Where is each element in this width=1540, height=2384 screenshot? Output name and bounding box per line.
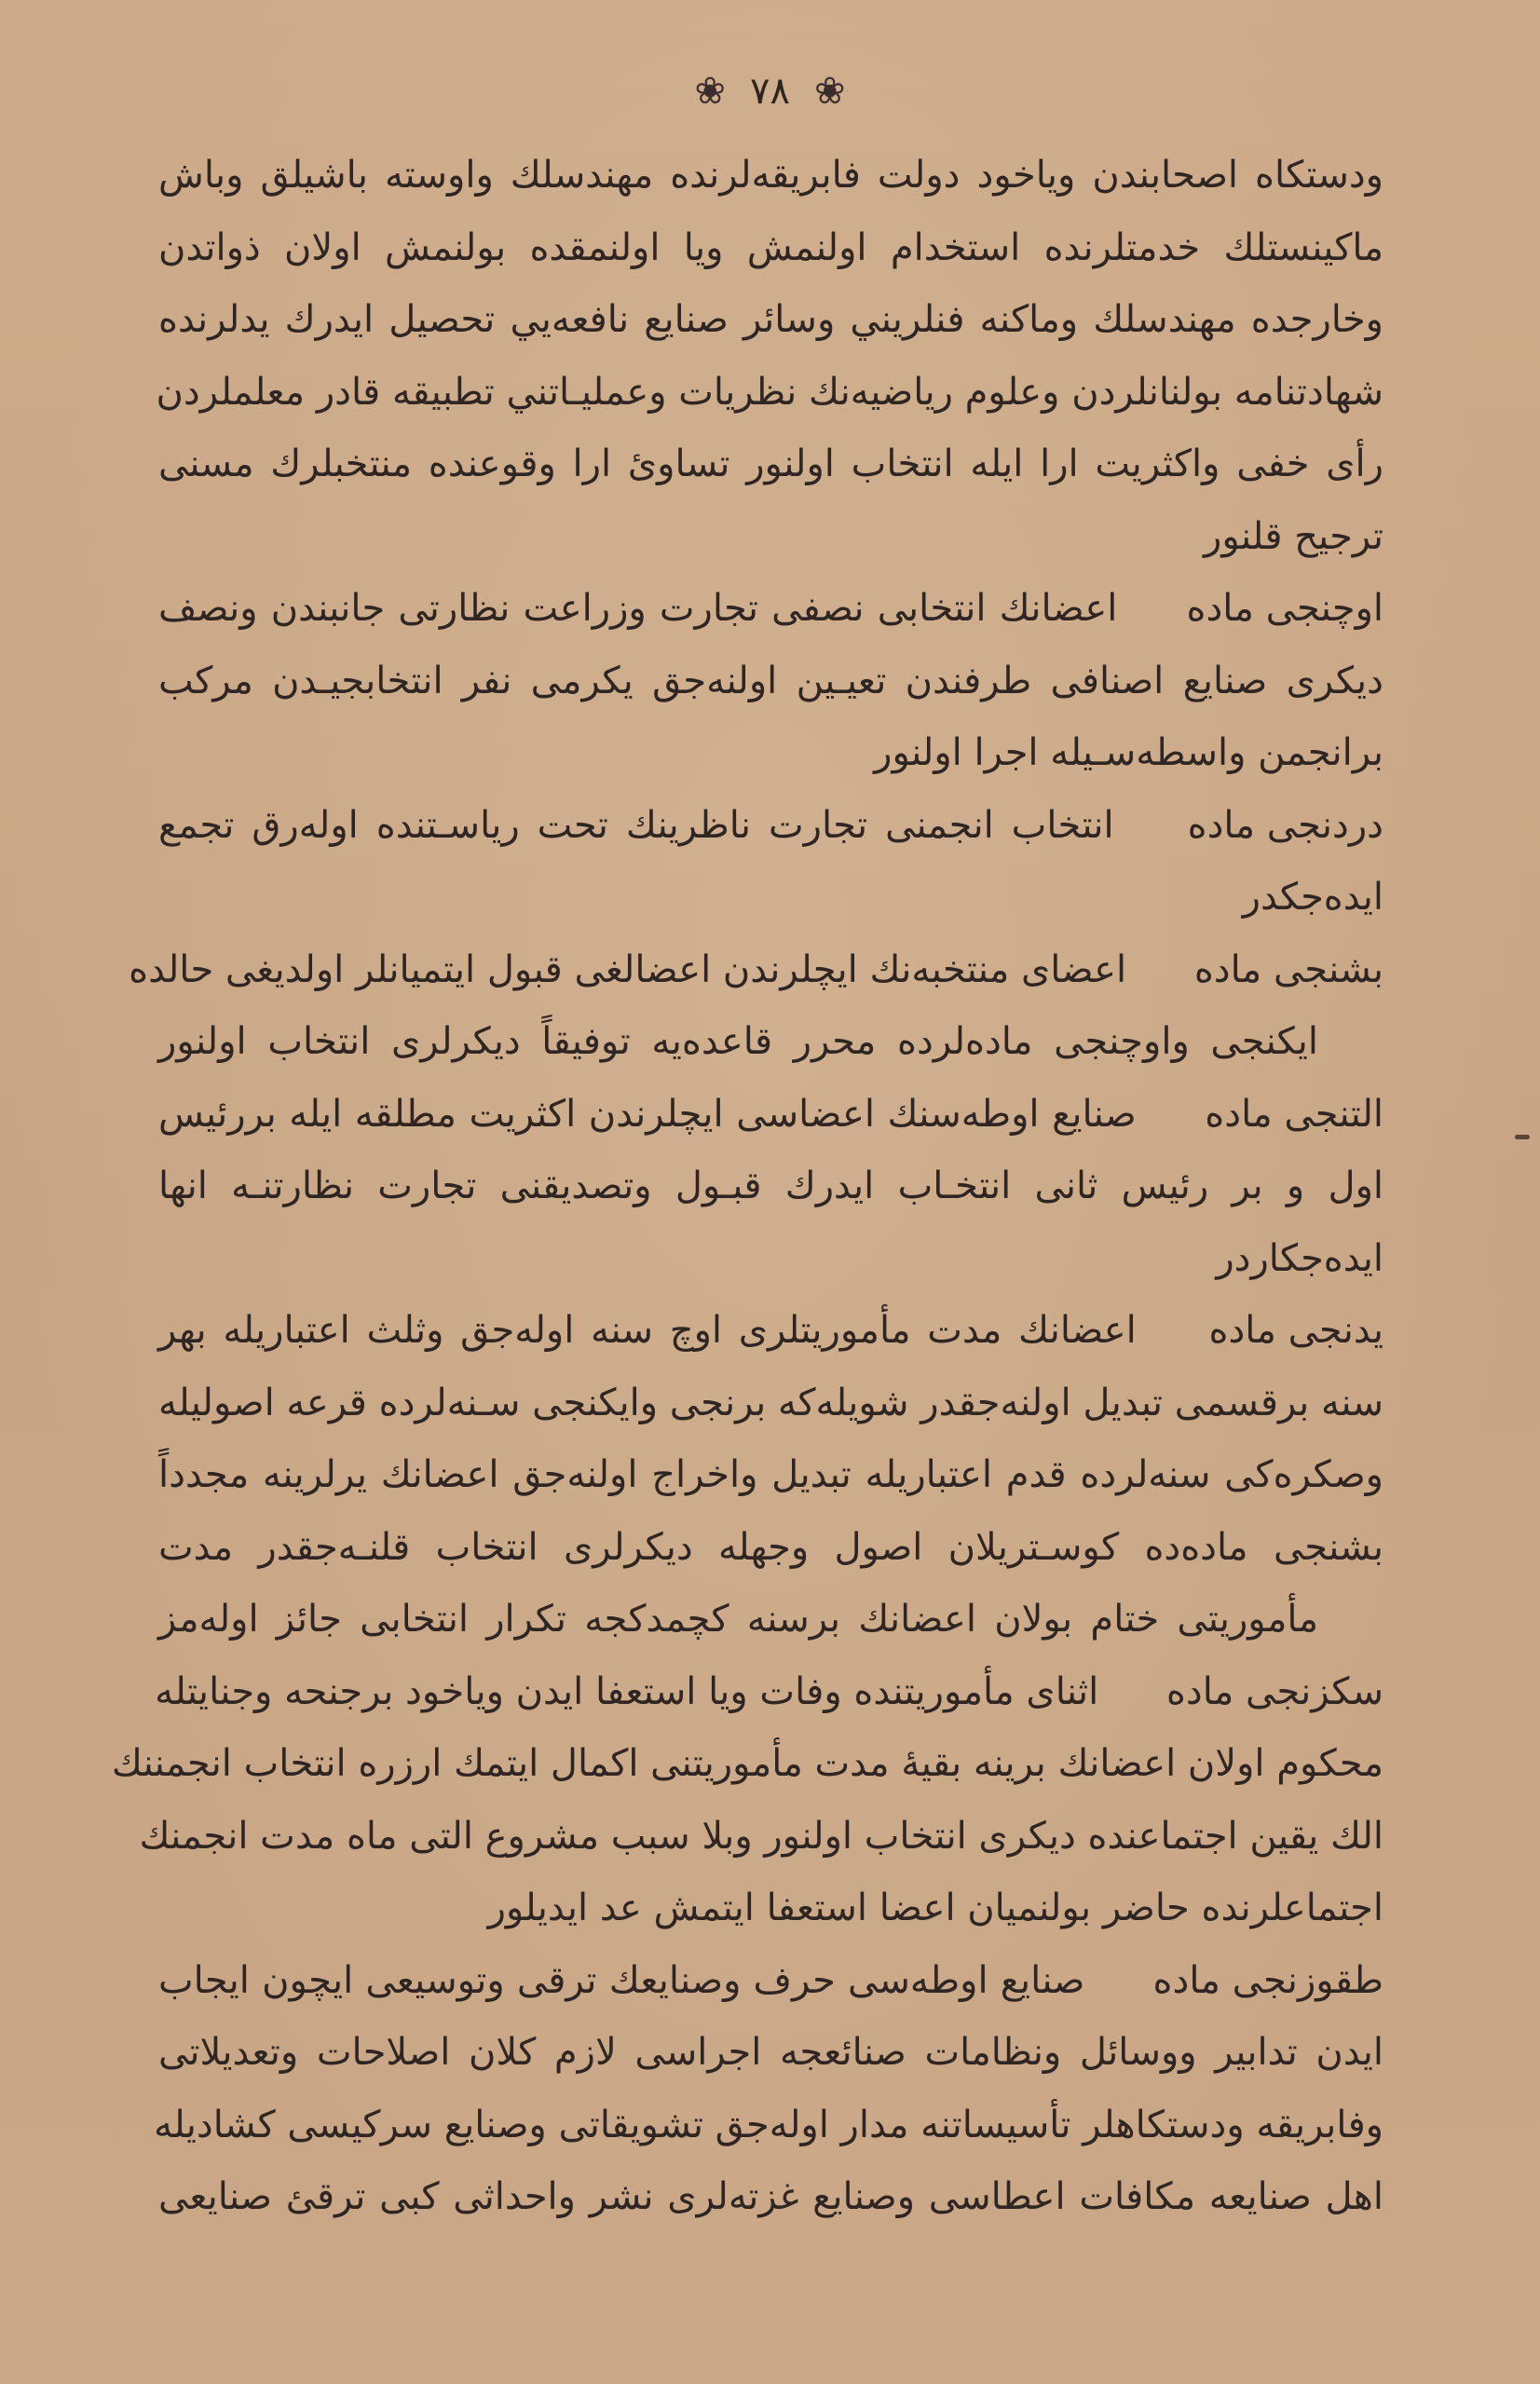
text-line: ودستكاه اصحابندن وياخود دولت فابريقه‌لرنده مهندسلك واوسته باشيلق وباش [158, 154, 1383, 197]
article-text: صنايع اوطه‌سنك اعضاسى ايچلرندن اكثريت مطلقه ايله بررئيس [158, 1092, 1137, 1136]
margin-mark [1515, 1135, 1530, 1139]
text-line: اجتماعلرنده حاضر بولنميان اعضا استعفا ايتمش عد ايديلور [487, 1887, 1383, 1929]
article-text: صنايع اوطه‌سى حرف وصنايعك ترقى وتوسيعى ايچون ايجاب [158, 1958, 1085, 2002]
text-line: وخارجده مهندسلك وماكنه فنلريني وسائر صنايع نافعه‌يي تحصيل ايدرك يدلرنده [158, 298, 1383, 341]
article-line [158, 790, 1383, 863]
ornament-left-icon: ❀ [694, 70, 727, 113]
text-line: ديكرى صنايع اصنافى طرفندن تعيـين اولنه‌جق يكرمى نفر انتخابجيـدن مركب [158, 659, 1383, 702]
text-line: ايدن تدابير ووسائل ونظامات صنائعجه اجراسى لازم كلان اصلاحات وتعديلاتى [158, 2031, 1383, 2074]
body-text [111, 140, 1384, 2234]
article-label: بشنجى ماده [1193, 947, 1383, 991]
article-label: دردنجى ماده [1187, 803, 1383, 847]
text-line: وصكره‌كى سنه‌لرده قدم اعتباريله تبديل واخراج اولنه‌جق اعضانك يرلرينه مجدداً [158, 1453, 1383, 1496]
article-text: اثناى مأموريتنده وفات ويا استعفا ايدن وياخود برجنحه وجنايتله [155, 1669, 1099, 1713]
text-line: اول و بر رئيس ثانى انتخـاب ايدرك قبـول وتصديقنى تجارت نظارتنـه انها [158, 1165, 1383, 1207]
text-line: برانجمن واسطه‌سـيله اجرا اولنور [874, 731, 1383, 774]
text-line: ماكينستلك خدمتلرنده استخدام اولنمش ويا اولنمقده بولنمش اولان ذواتدن [158, 225, 1383, 269]
article-text: انتخاب انجمنى تجارت ناظرينك تحت رياسـتنده اوله‌رق تجمع [158, 803, 1114, 847]
text-line: ايده‌جكاردر [1216, 1236, 1383, 1280]
text-line: وفابريقه ودستكاهلر تأسيساتنه مدار اوله‌جق تشويقاتى وصنايع سركيسى كشاديله [154, 2103, 1383, 2146]
article-line [129, 934, 1383, 1007]
text-line: الك يقين اجتماعنده ديكرى انتخاب اولنور وبلا سبب مشروع التى ماه مدت انجمنك [139, 1814, 1383, 1858]
article-text: اعضانك مدت مأموريتلرى اوچ سنه اوله‌جق وثلث اعتباريله بهر [158, 1309, 1137, 1352]
article-line [155, 1656, 1383, 1729]
page-number: ٧٨ [750, 70, 790, 113]
article-label: التنجى ماده [1205, 1092, 1383, 1136]
article-label: اوچنجى ماده [1186, 587, 1383, 630]
page-number-group [694, 70, 846, 113]
text-line: شهادتنامه بولنانلردن وعلوم رياضيه‌نك نظريات وعمليـاتني تطبيقه قادر معلملردن [156, 370, 1383, 414]
article-line [158, 1079, 1383, 1151]
text-line: اهل صنايعه مكافات اعطاسى وصنايع غزته‌لرى نشر واحداثى كبى ترقئ صنايعى [158, 2175, 1383, 2218]
article-text: اعضانك انتخابى نصفى تجارت وزراعت نظارتى جانبندن ونصف [158, 587, 1118, 630]
article-line [158, 1295, 1383, 1368]
article-label: طقوزنجى ماده [1152, 1958, 1383, 2002]
text-line: ايده‌جكدر [1242, 876, 1383, 919]
article-line [158, 1945, 1383, 2018]
text-line: ترجيح قلنور [1204, 514, 1383, 558]
text-line: مأموريتى ختام بولان اعضانك برسنه كچمدكجه تكرار انتخابى جائز اوله‌مز [158, 1598, 1318, 1641]
text-line: رأى خفى واكثريت ارا ايله انتخاب اولنور تساوئ ارا وقوعنده منتخبلرك مسنى [158, 443, 1383, 485]
text-line: محكوم اولان اعضانك برينه بقيهٔ مدت مأموريتنى اكمال ايتمك ارزره انتخاب انجمننك [111, 1742, 1383, 1785]
article-label: سكزنجى ماده [1165, 1669, 1383, 1713]
article-line [158, 573, 1383, 646]
ornament-right-icon: ❀ [813, 70, 846, 113]
text-line: سنه برقسمى تبديل اولنه‌جقدر شويله‌كه برنجى وايكنجى سـنه‌لرده قرعه اصوليله [158, 1381, 1383, 1424]
page-header [0, 70, 1540, 129]
text-line: ايكنجى واوچنجى ماده‌لرده محرر قاعده‌يه توفيقاً ديكرلرى انتخاب اولنور [158, 1020, 1318, 1063]
article-text: اعضاى منتخبه‌نك ايچلرندن اعضالغى قبول ايتميانلر اولديغى حالده [129, 947, 1127, 991]
article-label: يدنجى ماده [1208, 1309, 1384, 1352]
text-line: بشنجى ماده‌ده كوسـتريلان اصول وجهله ديكرلرى انتخاب قلنـه‌جقدر مدت [158, 1525, 1383, 1569]
